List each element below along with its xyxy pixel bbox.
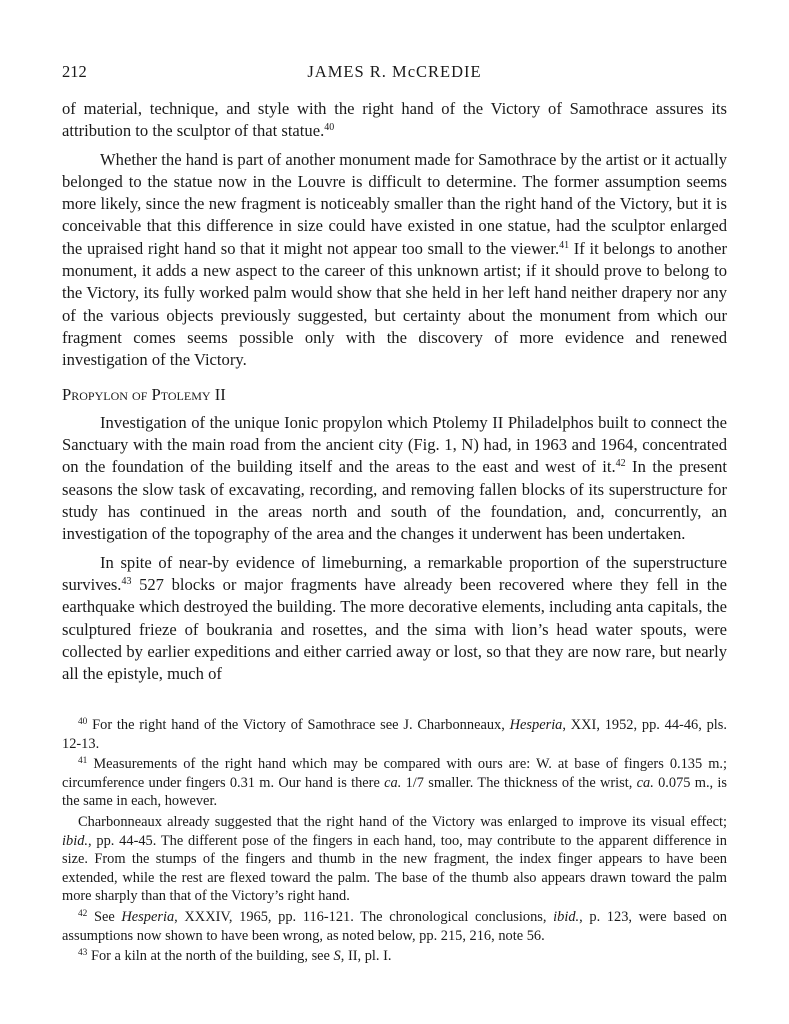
footnote-number: 43 bbox=[78, 947, 88, 958]
journal-title: Hesperia bbox=[509, 717, 563, 733]
footnote-42 bbox=[62, 908, 727, 945]
page-number: 212 bbox=[62, 62, 87, 81]
footnote-40 bbox=[62, 716, 727, 753]
footnote-number: 42 bbox=[78, 908, 88, 919]
footnote-number: 41 bbox=[78, 756, 88, 767]
italic-abbrev: ibid. bbox=[553, 908, 580, 925]
footnote-41 bbox=[62, 755, 727, 811]
footnote-text: 0.075 m., is the same in each, however. bbox=[62, 774, 728, 810]
paragraph-4-text-a: In spite of near-by evidence of limeburning, a remarkable proportion of the superstructure survives. bbox=[62, 552, 727, 594]
footnote-text: 1/7 smaller. The thickness of the wrist, bbox=[401, 774, 637, 791]
paragraph-4 bbox=[62, 552, 727, 686]
paragraph-4-text-b: 527 blocks or major fragments have already been recovered where they fell in the earthquake which destroyed the building. The more decorative elements, including anta capitals, the sculptured frieze of boukrania and rosettes, and the sima with lion’s head water spouts, were collected by earlier expeditions and either carried away or lost, so that they are now rare, but nearly all the epistyle, much of bbox=[62, 574, 727, 684]
italic-abbrev: ca. bbox=[384, 774, 402, 791]
footnote-text: Charbonneaux already suggested that the right hand of the Victory was enlarged to improve its visual effect; bbox=[78, 813, 727, 830]
footnote-ref-40: 40 bbox=[324, 122, 335, 134]
running-head: JAMES R. McCREDIE bbox=[307, 62, 482, 81]
footnote-text: , II, pl. I. bbox=[340, 948, 392, 965]
main-text bbox=[62, 98, 727, 685]
italic-abbrev: ca. bbox=[636, 774, 654, 791]
paragraph-2 bbox=[62, 149, 727, 372]
paragraph-2-text-a: Whether the hand is part of another monument made for Samothrace by the artist or it actually belonged to the statue now in the Louvre is difficult to determine. The former assumption seems more likely, since the new fragment is noticeably smaller than the right hand of the Victory, but it is conceivable that this difference in size could have existed in one statue, had the sculptor enlarged the upraised right hand so that it might not appear too small to the viewer. bbox=[62, 149, 727, 258]
footnote-ref-43: 43 bbox=[121, 575, 132, 587]
italic-abbrev: ibid. bbox=[62, 832, 88, 849]
footnote-number: 40 bbox=[78, 716, 88, 727]
paragraph-3 bbox=[62, 412, 727, 546]
footnotes bbox=[62, 716, 727, 968]
series-abbrev: S bbox=[333, 948, 341, 965]
footnote-text: , p. 123, were based on assumptions now shown to have been wrong, as noted below, pp. 215, 216, note 56. bbox=[62, 908, 728, 944]
section-heading: Propylon of Ptolemy II bbox=[62, 384, 226, 404]
page-header bbox=[62, 62, 727, 86]
footnote-41-continued bbox=[62, 813, 727, 906]
paragraph-1 bbox=[62, 98, 727, 143]
paragraph-1-text: of material, technique, and style with the right hand of the Victory of Samothrace assures its attribution to the sculptor of that statue. bbox=[62, 99, 727, 141]
paragraph-2-text-b: If it belongs to another monument, it adds a new aspect to the career of this unknown artist; if it should prove to belong to the Victory, its fully worked palm would show that she held in her left hand neither drapery nor any of the various objects previously suggested, but certainty about the monument from which our fragment comes seems possible only with the discovery of more evidence and renewed investigation of the Victory. bbox=[62, 238, 727, 370]
footnote-ref-41: 41 bbox=[559, 239, 570, 251]
paragraph-3-text-b: In the present seasons the slow task of excavating, recording, and removing fallen blocks of its superstructure for study has continued in the areas north and south of the foundation, and, concurrently, an investigation of the topography of the area and the changes it underwent has been undertaken. bbox=[62, 457, 727, 544]
footnote-text: For a kiln at the north of the building, see bbox=[87, 948, 334, 965]
footnote-text: Measurements of the right hand which may be compared with ours are: W. at base of fingers 0.135 m.; circumference under fingers 0.31 m. Our hand is there bbox=[62, 756, 727, 791]
footnote-ref-42: 42 bbox=[615, 458, 626, 470]
footnote-43 bbox=[62, 947, 727, 966]
footnote-text: , pp. 44-45. The different pose of the fingers in each hand, too, may contribute to the apparent difference in size. From the stumps of the fingers and thumb in the new fragment, the index finger appears to have been extended, while the rest are flexed toward the palm. The base of the thumb also appears drawn toward the palm more sharply than that of the Victory’s right hand. bbox=[62, 832, 727, 905]
footnote-text: For the right hand of the Victory of Samothrace see J. Charbonneaux, bbox=[87, 717, 510, 733]
footnote-text: , XXXIV, 1965, pp. 116-121. The chronological conclusions, bbox=[174, 908, 554, 925]
paragraph-3-text-a: Investigation of the unique Ionic propylon which Ptolemy II Philadelphos built to connect the Sanctuary with the main road from the ancient city (Fig. 1, N) had, in 1963 and 1964, concentrated on the foundation of the building itself and the areas to the east and west of it. bbox=[62, 412, 727, 477]
journal-title: Hesperia bbox=[121, 908, 175, 925]
footnote-text: , XXI, 1952, pp. 44-46, pls. 12-13. bbox=[62, 717, 727, 752]
footnote-text: See bbox=[87, 908, 122, 925]
